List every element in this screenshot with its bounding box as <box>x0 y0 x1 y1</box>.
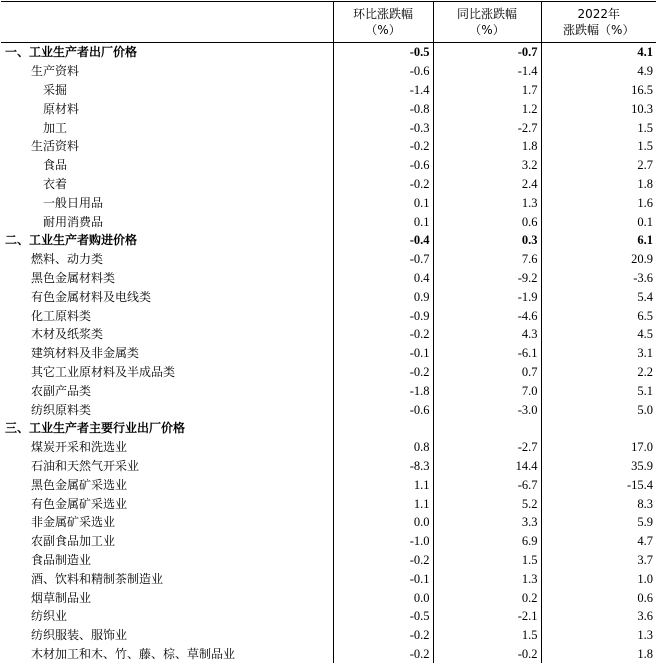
row-mom-value: -0.8 <box>333 99 433 118</box>
row-label: 化工原料类 <box>1 306 333 325</box>
row-label: 食品 <box>1 156 333 175</box>
row-mom-value: -0.2 <box>333 175 433 194</box>
row-label: 二、工业生产者购进价格 <box>1 231 333 250</box>
row-yoy-value: 1.8 <box>433 137 541 156</box>
table-row <box>1 400 656 419</box>
row-yoy-value: 3.2 <box>433 156 541 175</box>
row-yoy-value: 1.3 <box>433 193 541 212</box>
row-label: 有色金属材料及电线类 <box>1 287 333 306</box>
row-yoy-value: 1.5 <box>433 551 541 570</box>
row-mom-value: -0.6 <box>333 156 433 175</box>
row-yoy-value: 1.2 <box>433 99 541 118</box>
row-yoy-value <box>433 419 541 438</box>
row-label: 酒、饮料和精制茶制造业 <box>1 569 333 588</box>
row-yoy-value: 3.3 <box>433 513 541 532</box>
row-label: 木材及纸浆类 <box>1 325 333 344</box>
row-yoy-value: -2.1 <box>433 607 541 626</box>
table-row <box>1 645 656 664</box>
row-mom-value: 0.8 <box>333 438 433 457</box>
table-row <box>1 325 656 344</box>
row-label: 非金属矿采选业 <box>1 513 333 532</box>
row-ytd-value: 1.6 <box>637 195 653 210</box>
row-yoy-value: 2.4 <box>433 175 541 194</box>
row-mom-value: 0.1 <box>333 193 433 212</box>
table-header-row <box>1 2 656 43</box>
row-ytd-value: 35.9 <box>631 458 653 473</box>
row-mom-value: 1.1 <box>333 475 433 494</box>
row-yoy-value: 6.9 <box>433 532 541 551</box>
table-row <box>1 588 656 607</box>
row-mom-value: -0.9 <box>333 306 433 325</box>
row-ytd-value: 0.1 <box>637 214 653 229</box>
row-yoy-value: 1.3 <box>433 569 541 588</box>
row-ytd-value: 3.7 <box>637 552 653 567</box>
header-mom <box>333 2 433 43</box>
row-ytd-value: 10.3 <box>631 101 653 116</box>
row-ytd-value: 6.1 <box>637 233 653 248</box>
table-row <box>1 381 656 400</box>
row-yoy-value: -3.0 <box>433 400 541 419</box>
header-yoy-unit: （%） <box>469 23 505 37</box>
row-label: 一、工业生产者出厂价格 <box>1 43 333 62</box>
header-ytd-unit: 涨跌幅（%） <box>563 23 635 37</box>
row-mom-value: -0.2 <box>333 325 433 344</box>
row-ytd-value: 5.9 <box>637 515 653 530</box>
row-ytd-value: 1.8 <box>637 176 653 191</box>
row-mom-value: -0.4 <box>333 231 433 250</box>
row-label: 衣着 <box>1 175 333 194</box>
row-mom-value: -0.2 <box>333 626 433 645</box>
row-label: 燃料、动力类 <box>1 250 333 269</box>
row-label: 农副产品类 <box>1 381 333 400</box>
row-label: 其它工业原材料及半成品类 <box>1 363 333 382</box>
table-row <box>1 175 656 194</box>
table-row <box>1 494 656 513</box>
row-ytd-value <box>541 419 656 438</box>
row-label: 木材加工和木、竹、藤、棕、草制品业 <box>1 645 333 664</box>
row-yoy-value: 14.4 <box>433 457 541 476</box>
row-label: 纺织业 <box>1 607 333 626</box>
row-mom-value: -0.5 <box>333 607 433 626</box>
row-yoy-value: 0.6 <box>433 212 541 231</box>
row-mom-value: 0.0 <box>333 588 433 607</box>
table-row <box>1 193 656 212</box>
row-ytd-value: 4.7 <box>637 534 653 549</box>
header-yoy-title: 同比涨跌幅 <box>456 7 517 21</box>
table-row <box>1 287 656 306</box>
row-mom-value: -0.1 <box>333 569 433 588</box>
header-mom-unit: （%） <box>365 23 401 37</box>
row-ytd-value: 1.5 <box>637 139 653 154</box>
row-yoy-value: -6.1 <box>433 344 541 363</box>
table-row <box>1 626 656 645</box>
row-ytd-value: 5.1 <box>637 383 653 398</box>
row-ytd-value: 1.8 <box>637 646 653 661</box>
row-yoy-value: 5.2 <box>433 494 541 513</box>
row-mom-value: -0.5 <box>333 43 433 62</box>
row-ytd-value: 4.5 <box>637 327 653 342</box>
row-label: 煤炭开采和洗选业 <box>1 438 333 457</box>
row-mom-value: -0.1 <box>333 344 433 363</box>
row-mom-value: -1.0 <box>333 532 433 551</box>
row-mom-value: -0.7 <box>333 250 433 269</box>
row-label: 纺织原料类 <box>1 400 333 419</box>
row-yoy-value: -4.6 <box>433 306 541 325</box>
row-ytd-value: 5.0 <box>637 402 653 417</box>
row-label: 耐用消费品 <box>1 212 333 231</box>
row-mom-value: -0.6 <box>333 400 433 419</box>
row-mom-value: -1.8 <box>333 381 433 400</box>
row-yoy-value: 1.7 <box>433 81 541 100</box>
row-yoy-value: 0.3 <box>433 231 541 250</box>
row-yoy-value: -9.2 <box>433 269 541 288</box>
row-mom-value: -1.4 <box>333 81 433 100</box>
row-mom-value: -0.2 <box>333 645 433 664</box>
row-yoy-value: -2.7 <box>433 118 541 137</box>
row-label: 农副食品加工业 <box>1 532 333 551</box>
table-row <box>1 569 656 588</box>
row-ytd-value: 17.0 <box>631 440 653 455</box>
row-label: 有色金属矿采选业 <box>1 494 333 513</box>
table-row <box>1 156 656 175</box>
row-mom-value: 0.4 <box>333 269 433 288</box>
row-ytd-value: 2.7 <box>637 158 653 173</box>
row-ytd-value: 20.9 <box>631 252 653 267</box>
row-ytd-value: 3.1 <box>637 346 653 361</box>
row-label: 食品制造业 <box>1 551 333 570</box>
table-row <box>1 306 656 325</box>
row-yoy-value: -2.7 <box>433 438 541 457</box>
row-ytd-value: 2.2 <box>637 364 653 379</box>
row-yoy-value: -0.2 <box>433 645 541 664</box>
row-yoy-value: 4.3 <box>433 325 541 344</box>
row-ytd-value: 4.1 <box>637 45 653 60</box>
row-mom-value: -0.2 <box>333 551 433 570</box>
row-label: 采掘 <box>1 81 333 100</box>
table-row <box>1 62 656 81</box>
row-label: 原材料 <box>1 99 333 118</box>
table-row <box>1 99 656 118</box>
row-yoy-value: 7.0 <box>433 381 541 400</box>
table-row <box>1 81 656 100</box>
table-row <box>1 344 656 363</box>
table-row <box>1 231 656 250</box>
table-row <box>1 419 656 438</box>
row-label: 生活资料 <box>1 137 333 156</box>
row-ytd-value: 1.0 <box>637 571 653 586</box>
row-ytd-value: 8.3 <box>637 496 653 511</box>
row-label: 黑色金属矿采选业 <box>1 475 333 494</box>
row-yoy-value: 0.7 <box>433 363 541 382</box>
row-mom-value: 0.0 <box>333 513 433 532</box>
table-row <box>1 475 656 494</box>
row-ytd-value: -3.6 <box>633 270 653 285</box>
row-label: 纺织服装、服饰业 <box>1 626 333 645</box>
row-mom-value: -0.3 <box>333 118 433 137</box>
row-label: 一般日用品 <box>1 193 333 212</box>
table-row <box>1 551 656 570</box>
table-row <box>1 513 656 532</box>
row-yoy-value: -0.7 <box>433 43 541 62</box>
table-row <box>1 363 656 382</box>
table-row <box>1 438 656 457</box>
row-mom-value <box>333 419 433 438</box>
table-row <box>1 607 656 626</box>
header-ytd <box>541 2 656 43</box>
row-ytd-value: 4.9 <box>637 64 653 79</box>
table-row <box>1 212 656 231</box>
row-ytd-value: 6.5 <box>637 308 653 323</box>
row-ytd-value: -15.4 <box>626 477 653 492</box>
row-ytd-value: 16.5 <box>631 82 653 97</box>
table-row <box>1 269 656 288</box>
row-label: 黑色金属材料类 <box>1 269 333 288</box>
row-yoy-value: 1.5 <box>433 626 541 645</box>
row-ytd-value: 5.4 <box>637 289 653 304</box>
row-yoy-value: 0.2 <box>433 588 541 607</box>
row-mom-value: 1.1 <box>333 494 433 513</box>
row-ytd-value: 3.6 <box>637 609 653 624</box>
header-yoy <box>433 2 541 43</box>
table-row <box>1 43 656 62</box>
row-label: 生产资料 <box>1 62 333 81</box>
row-mom-value: -0.2 <box>333 363 433 382</box>
row-label: 石油和天然气开采业 <box>1 457 333 476</box>
row-yoy-value: -1.9 <box>433 287 541 306</box>
price-index-table <box>1 1 656 663</box>
row-label: 烟草制品业 <box>1 588 333 607</box>
row-mom-value: 0.1 <box>333 212 433 231</box>
table-body <box>1 43 656 664</box>
row-yoy-value: -1.4 <box>433 62 541 81</box>
row-label: 加工 <box>1 118 333 137</box>
row-ytd-value: 1.3 <box>637 628 653 643</box>
table-row <box>1 532 656 551</box>
row-mom-value: -8.3 <box>333 457 433 476</box>
row-mom-value: 0.9 <box>333 287 433 306</box>
header-mom-title: 环比涨跌幅 <box>352 7 413 21</box>
row-yoy-value: 7.6 <box>433 250 541 269</box>
row-yoy-value: -6.7 <box>433 475 541 494</box>
row-label: 三、工业生产者主要行业出厂价格 <box>1 419 333 438</box>
table-row <box>1 118 656 137</box>
row-ytd-value: 0.6 <box>637 590 653 605</box>
row-mom-value: -0.2 <box>333 137 433 156</box>
header-blank-cell <box>1 2 333 43</box>
row-mom-value: -0.6 <box>333 62 433 81</box>
table-row <box>1 457 656 476</box>
table-row <box>1 137 656 156</box>
row-ytd-value: 1.5 <box>637 120 653 135</box>
row-label: 建筑材料及非金属类 <box>1 344 333 363</box>
table-row <box>1 250 656 269</box>
header-ytd-title: 2022年 <box>577 7 621 21</box>
